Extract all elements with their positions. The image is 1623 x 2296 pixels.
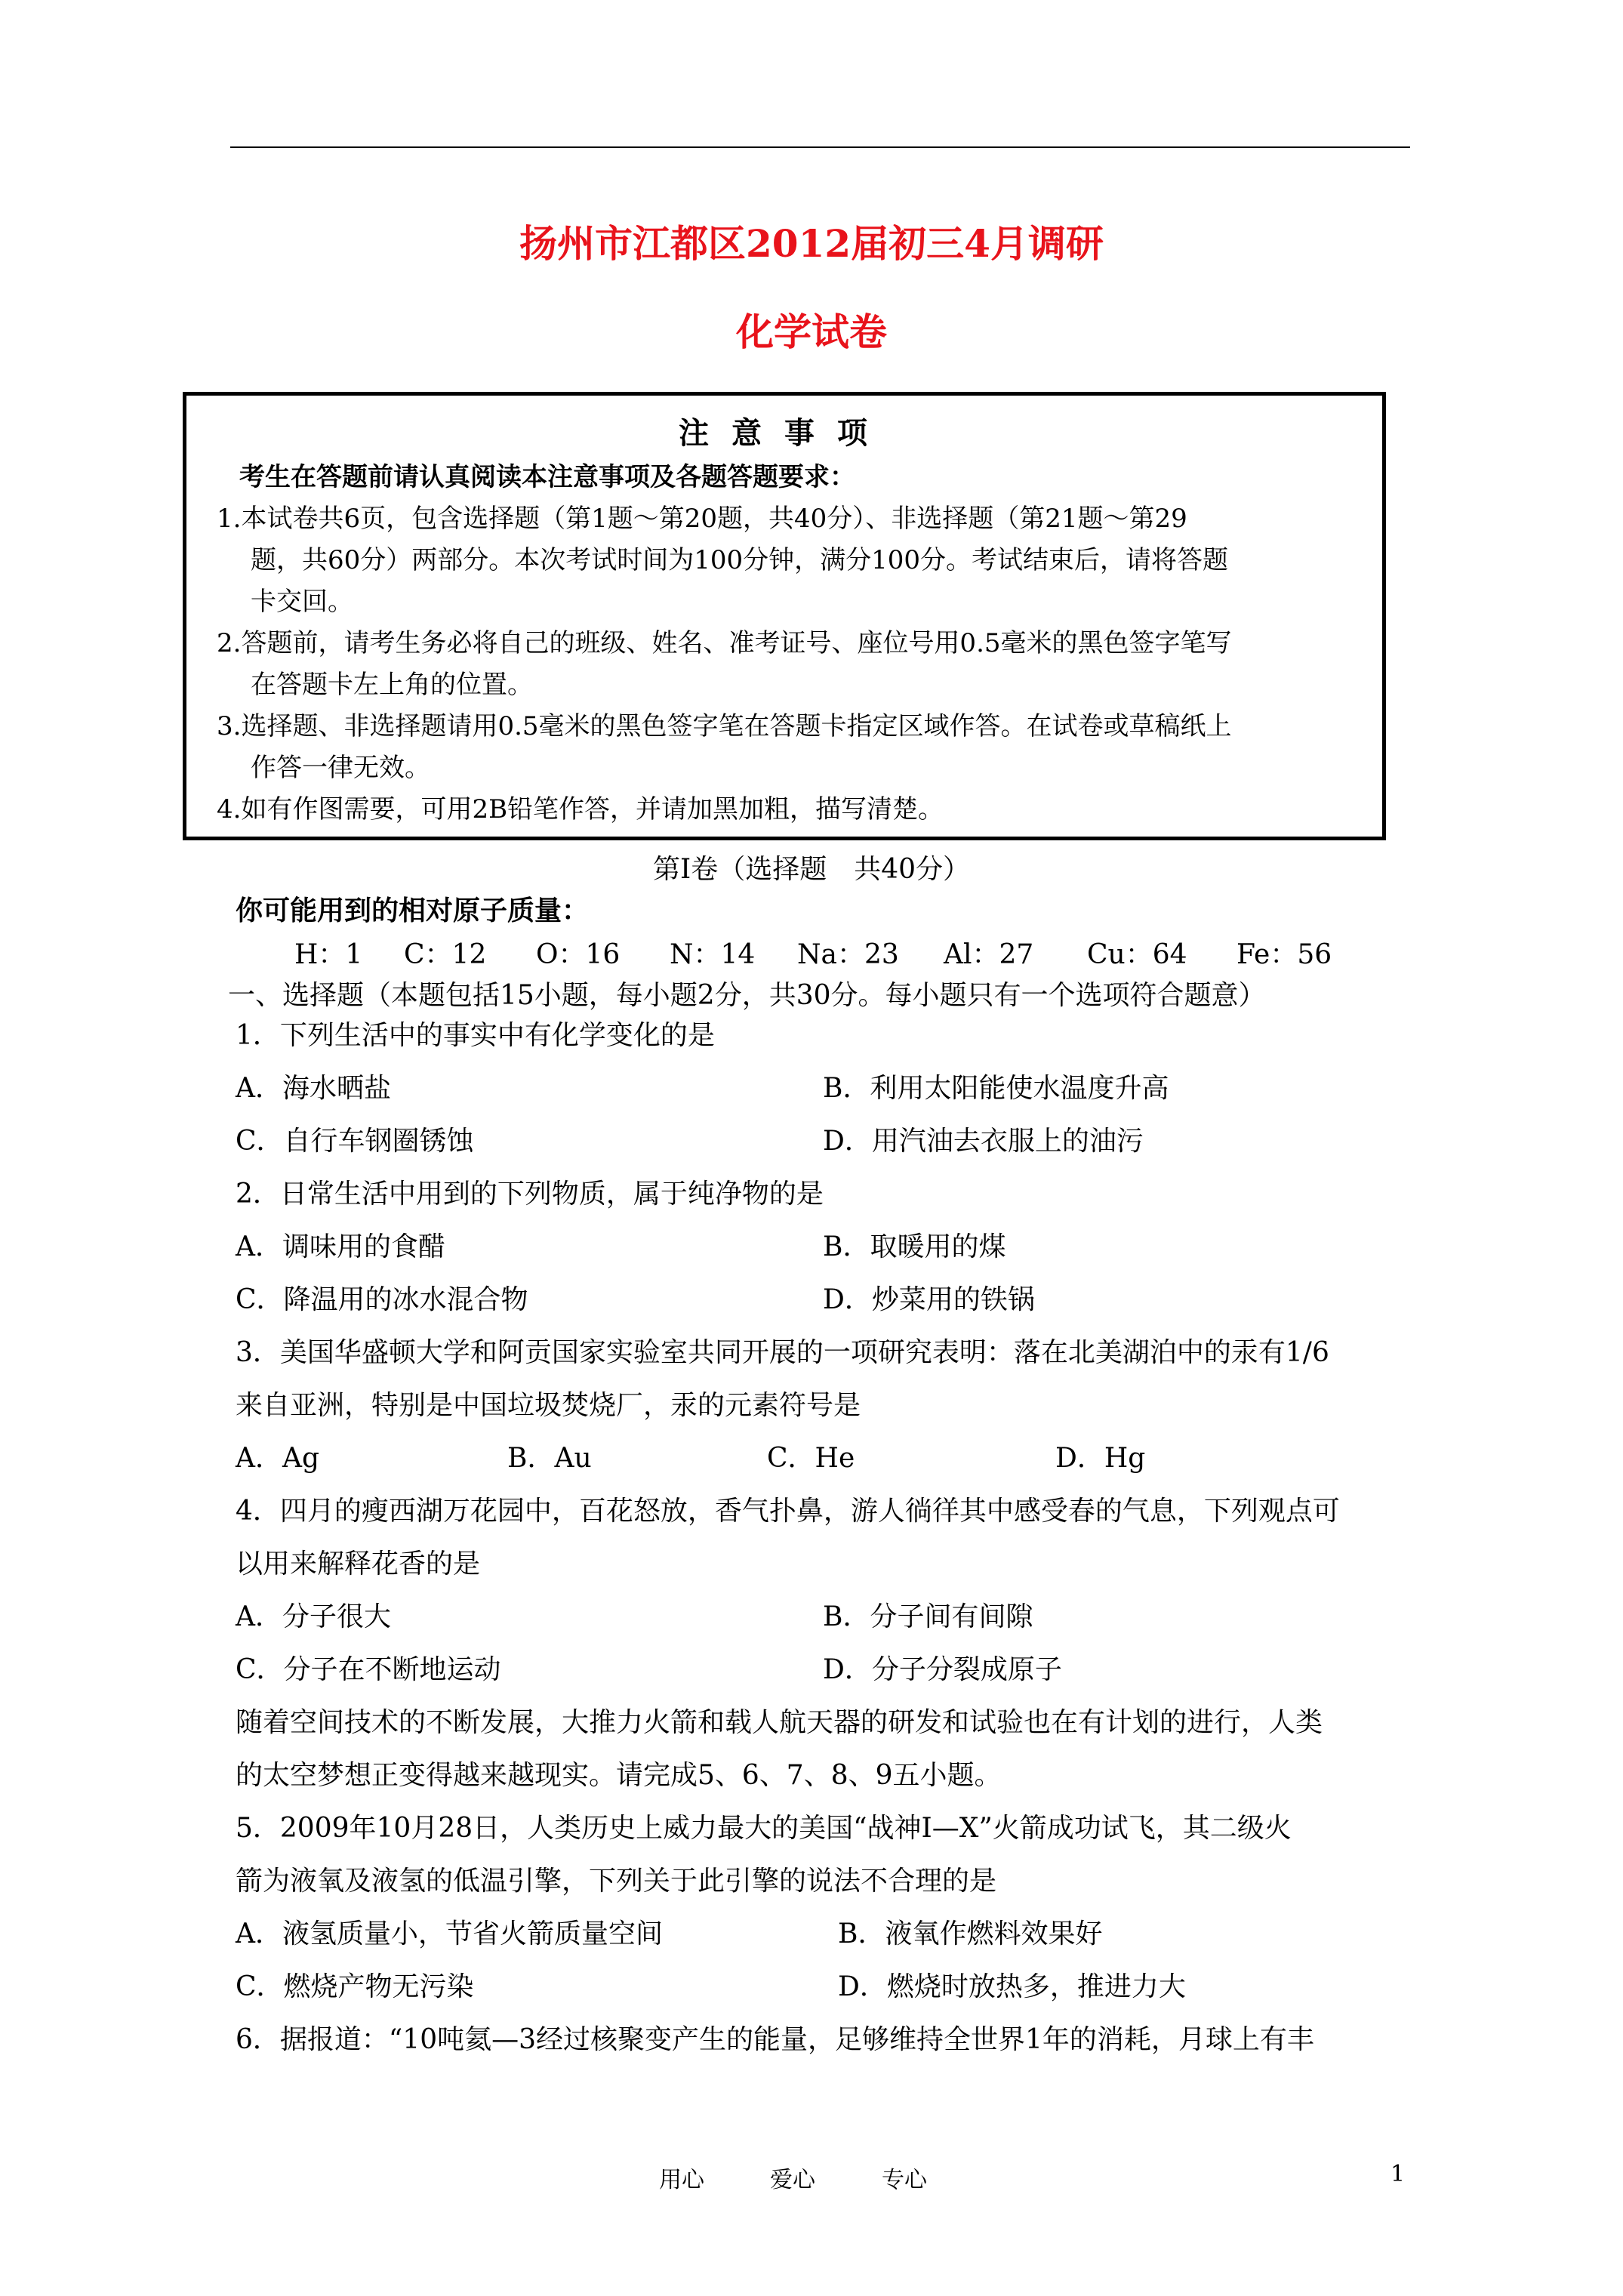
q4-option-b: B．分子间有间隙 <box>823 1601 1033 1632</box>
q5-stem-line: 5．2009年10月28日，人类历史上威力最大的美国“战神Ⅰ—X”火箭成功试飞，其二级火 <box>236 1813 1292 1844</box>
q1-option-b: B．利用太阳能使水温度升高 <box>823 1073 1169 1104</box>
atomic-mass-fe: Fe：56 <box>1236 939 1332 970</box>
atomic-mass-h: H：1 <box>294 939 363 970</box>
passage-line: 的太空梦想正变得越来越现实。请完成5、6、7、8、9五小题。 <box>236 1760 1002 1791</box>
notice-line: 题，共60分）两部分。本次考试时间为100分钟，满分100分。考试结束后，请将答题 <box>251 545 1229 575</box>
notice-line: 3.选择题、非选择题请用0.5毫米的黑色签字笔在答题卡指定区域作答。在试卷或草稿纸上 <box>217 711 1232 741</box>
notice-line: 卡交回。 <box>251 587 353 617</box>
q2-option-b: B．取暖用的煤 <box>823 1231 1006 1262</box>
footer-motto-3: 专心 <box>882 2167 927 2193</box>
q2-option-a: A．调味用的食醋 <box>236 1231 445 1262</box>
q4-option-d: D．分子分裂成原子 <box>823 1654 1062 1685</box>
exam-title: 扬州市江都区2012届初三4月调研 <box>519 221 1104 266</box>
q3-option-b: B．Au <box>507 1443 592 1474</box>
q3-option-a: A．Ag <box>236 1443 320 1474</box>
notice-box <box>183 392 1386 840</box>
page-number: 1 <box>1390 2161 1406 2187</box>
notice-line: 作答一律无效。 <box>251 753 430 783</box>
part-heading: 一、选择题（本题包括15小题，每小题2分，共30分。每小题只有一个选项符合题意） <box>228 980 1266 1011</box>
notice-line: 在答题卡左上角的位置。 <box>251 670 533 700</box>
q1-option-d: D．用汽油去衣服上的油污 <box>823 1126 1144 1157</box>
notice-line: 4.如有作图需要，可用2B铅笔作答，并请加黑加粗，描写清楚。 <box>217 794 944 824</box>
footer-motto-2: 爱心 <box>770 2167 815 2193</box>
q1-option-a: A．海水晒盐 <box>236 1073 391 1104</box>
q3-stem-line: 来自亚洲，特别是中国垃圾焚烧厂，汞的元素符号是 <box>236 1390 861 1421</box>
q6-stem: 6．据报道：“10吨氦—3经过核聚变产生的能量，足够维持全世界1年的消耗，月球上有丰 <box>236 2024 1314 2055</box>
q1-option-c: C．自行车钢圈锈蚀 <box>236 1126 474 1157</box>
section-heading: 第Ⅰ卷（选择题 共40分） <box>652 854 971 885</box>
q5-option-d: D．燃烧时放热多，推进力大 <box>838 1971 1186 2002</box>
q3-stem-line: 3．美国华盛顿大学和阿贡国家实验室共同开展的一项研究表明：落在北美湖泊中的汞有1/6 <box>236 1337 1329 1368</box>
notice-title: 注意事项 <box>679 415 890 451</box>
notice-line: 1.本试卷共6页，包含选择题（第1题～第20题，共40分）、非选择题（第21题～第29 <box>217 504 1187 534</box>
q2-stem: 2．日常生活中用到的下列物质，属于纯净物的是 <box>236 1179 824 1210</box>
q4-stem-line: 4．四月的瘦西湖万花园中，百花怒放，香气扑鼻，游人徜徉其中感受春的气息，下列观点可 <box>236 1496 1340 1527</box>
footer-motto-1: 用心 <box>659 2167 704 2193</box>
atomic-mass-na: Na：23 <box>797 939 899 970</box>
q5-option-c: C．燃烧产物无污染 <box>236 1971 474 2002</box>
q5-option-a: A．液氢质量小，节省火箭质量空间 <box>236 1918 663 1949</box>
q3-option-d: D．Hg <box>1055 1443 1146 1474</box>
q5-option-b: B．液氧作燃料效果好 <box>838 1918 1103 1949</box>
atomic-mass-al: Al：27 <box>944 939 1034 970</box>
atomic-mass-label: 你可能用到的相对原子质量： <box>236 895 590 926</box>
header-rule <box>230 146 1410 148</box>
notice-line: 2.答题前，请考生务必将自己的班级、姓名、准考证号、座位号用0.5毫米的黑色签字笔写 <box>217 628 1232 658</box>
atomic-mass-n: N：14 <box>670 939 756 970</box>
passage-line: 随着空间技术的不断发展，大推力火箭和载人航天器的研发和试验也在有计划的进行，人类 <box>236 1707 1323 1738</box>
q3-option-c: C．He <box>767 1443 855 1474</box>
q2-option-d: D．炒菜用的铁锅 <box>823 1284 1035 1315</box>
q5-stem-line: 箭为液氧及液氢的低温引擎，下列关于此引擎的说法不合理的是 <box>236 1866 997 1897</box>
q4-option-a: A．分子很大 <box>236 1601 391 1632</box>
q4-stem-line: 以用来解释花香的是 <box>236 1549 481 1579</box>
q2-option-c: C．降温用的冰水混合物 <box>236 1284 528 1315</box>
atomic-mass-cu: Cu：64 <box>1087 939 1187 970</box>
atomic-mass-c: C：12 <box>404 939 487 970</box>
exam-subtitle: 化学试卷 <box>736 310 887 354</box>
notice-intro: 考生在答题前请认真阅读本注意事项及各题答题要求： <box>239 462 855 492</box>
atomic-mass-o: O：16 <box>536 939 621 970</box>
q1-stem: 1．下列生活中的事实中有化学变化的是 <box>236 1020 715 1051</box>
q4-option-c: C．分子在不断地运动 <box>236 1654 501 1685</box>
